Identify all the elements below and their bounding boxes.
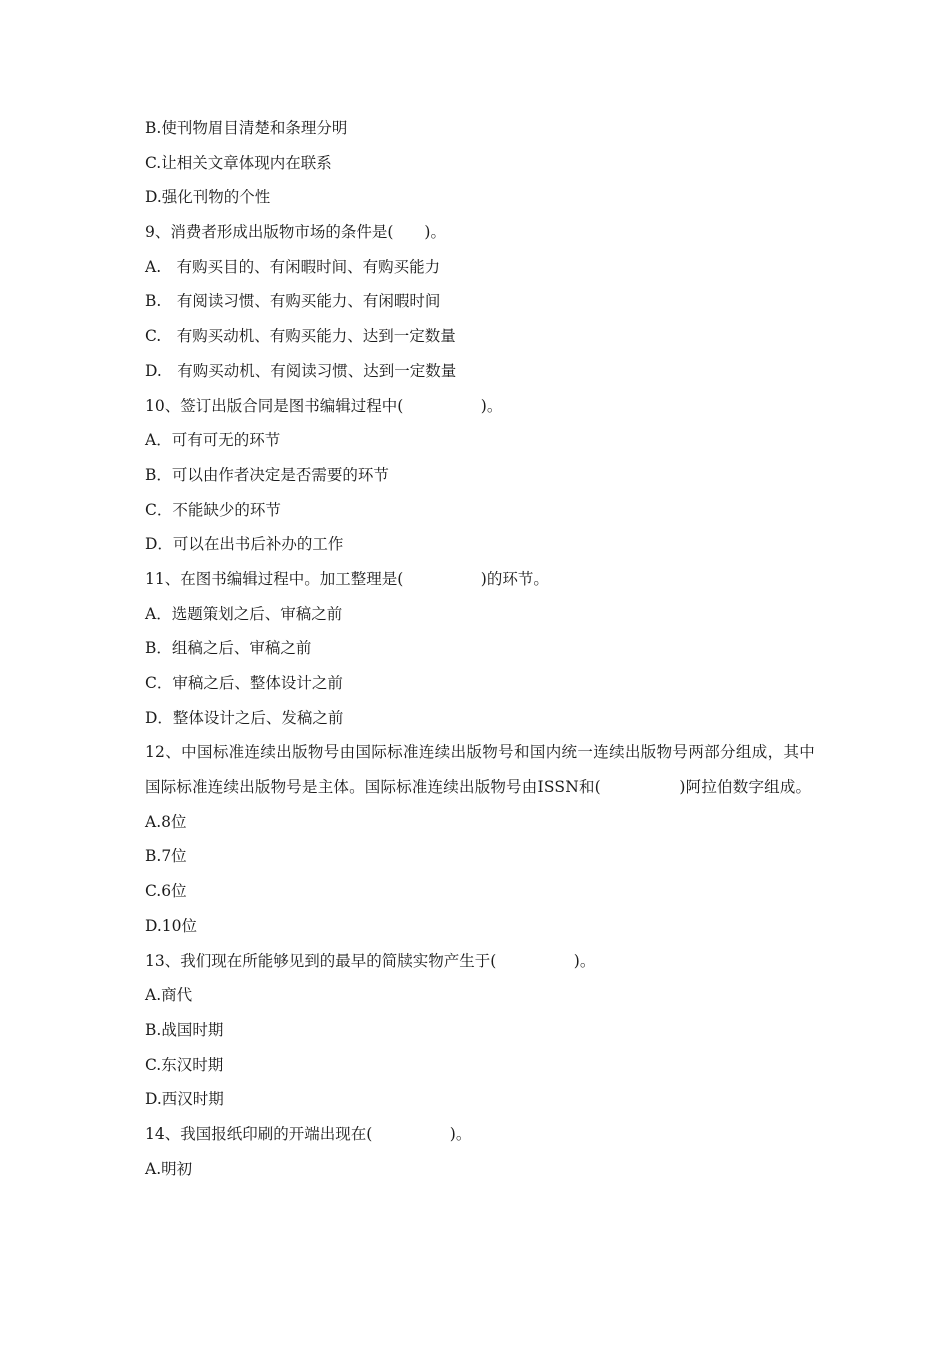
option-line: D．可以在出书后补办的工作: [145, 535, 344, 554]
option-line: A.8位: [145, 812, 187, 831]
option-line: D．整体设计之后、发稿之前: [145, 708, 344, 727]
question-11: 11、在图书编辑过程中。加工整理是( )的环节。: [145, 569, 549, 588]
option-line: A．选题策划之后、审稿之前: [145, 604, 343, 623]
option-line: B.战国时期: [145, 1020, 224, 1039]
option-line: C.东汉时期: [145, 1055, 224, 1074]
option-line: B.使刊物眉目清楚和条理分明: [145, 119, 348, 137]
option-line: A.明初: [145, 1159, 193, 1178]
option-line: B．可以由作者决定是否需要的环节: [145, 465, 389, 484]
option-line: C．审稿之后、整体设计之前: [145, 674, 343, 692]
question-9: 9、消费者形成出版物市场的条件是( )。: [145, 223, 446, 242]
option-line: C．不能缺少的环节: [145, 500, 281, 519]
option-line: B. 有阅读习惯、有购买能力、有闲暇时间: [145, 292, 441, 311]
option-line: C.6位: [145, 882, 187, 901]
question-14: 14、我国报纸印刷的开端出现在( )。: [145, 1124, 472, 1143]
option-line: D.10位: [145, 916, 198, 935]
option-line: A.商代: [145, 986, 193, 1005]
question-10: 10、签订出版合同是图书编辑过程中( )。: [145, 396, 503, 415]
option-line: C.让相关文章体现内在联系: [145, 153, 332, 172]
option-line: B.7位: [145, 847, 187, 866]
option-line: C. 有购买动机、有购买能力、达到一定数量: [145, 327, 456, 346]
document-page: [145, 111, 815, 1186]
question-13: 13、我们现在所能够见到的最早的简牍实物产生于( )。: [145, 951, 596, 970]
option-line: A．可有可无的环节: [145, 431, 281, 450]
option-line: D. 有购买动机、有阅读习惯、达到一定数量: [145, 361, 457, 380]
option-line: B．组稿之后、审稿之前: [145, 639, 312, 658]
option-line: A. 有购买目的、有闲暇时间、有购买能力: [145, 257, 441, 276]
option-line: D.强化刊物的个性: [145, 188, 271, 207]
option-line: D.西汉时期: [145, 1090, 224, 1109]
question-12: 12、中国标准连续出版物号由国际标准连续出版物号和国内统一连续出版物号两部分组成，其中国际标准连续出版物号是主体。国际标准连续出版物号由ISSN和( )阿拉伯数字组成。: [145, 743, 815, 797]
